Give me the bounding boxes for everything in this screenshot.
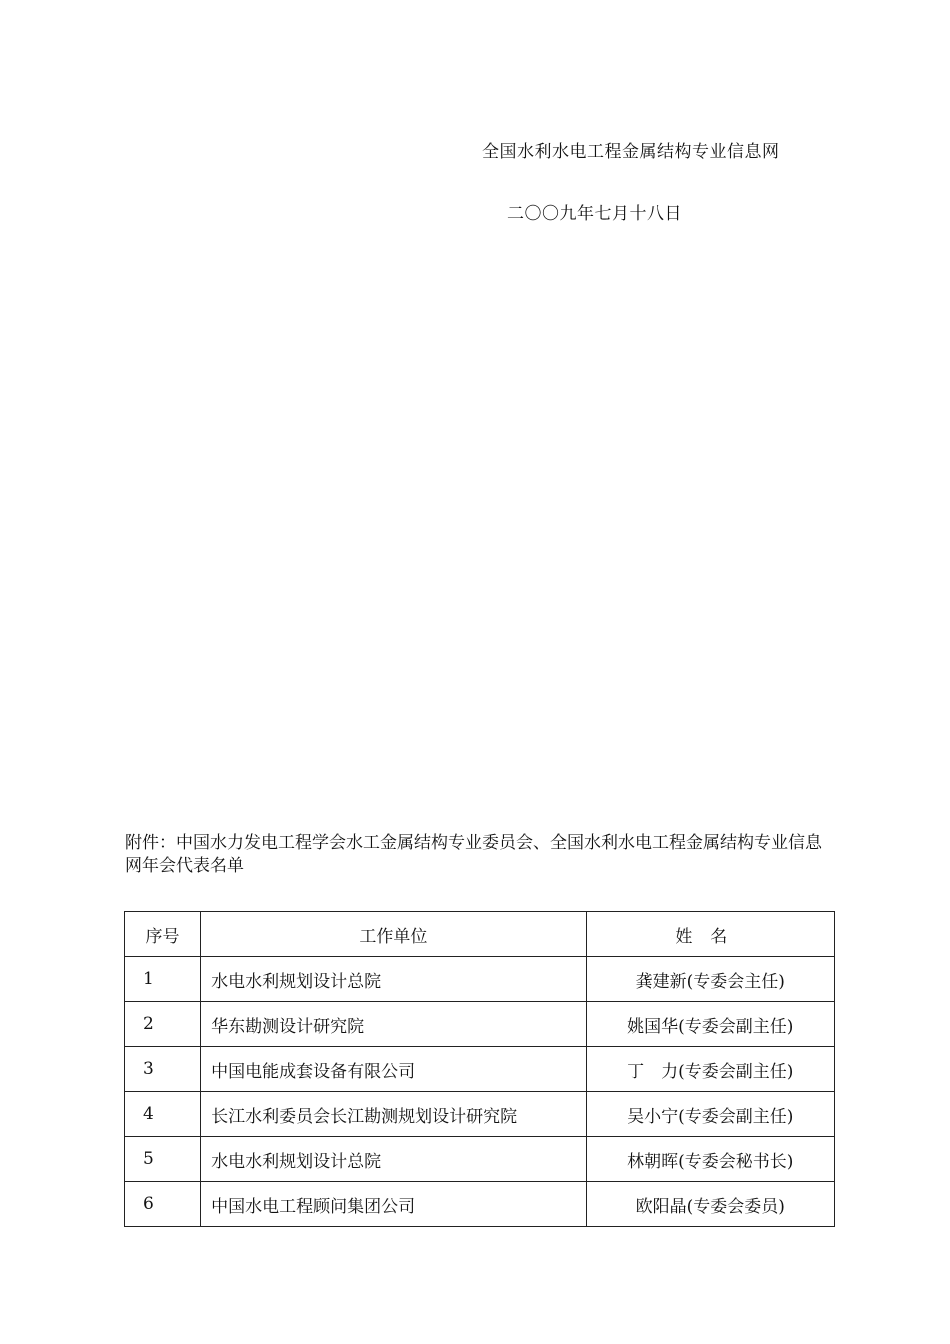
- row-serial-number: 4: [125, 1092, 201, 1137]
- row-work-unit: 水电水利规划设计总院: [201, 957, 587, 1002]
- signature-organization: 全国水利水电工程金属结构专业信息网: [482, 142, 780, 162]
- row-serial-number: 5: [125, 1137, 201, 1182]
- table-header-row: [125, 912, 835, 957]
- attachment-title: 附件：中国水力发电工程学会水工金属结构专业委员会、全国水利水电工程金属结构专业信息网年会代表名单: [125, 833, 822, 876]
- row-name: 林朝晖(专委会秘书长): [586, 1137, 834, 1182]
- row-work-unit: 华东勘测设计研究院: [201, 1002, 587, 1047]
- table-row: [125, 1137, 835, 1182]
- signature-date: 二〇〇九年七月十八日: [507, 204, 682, 224]
- row-name: 姚国华(专委会副主任): [586, 1002, 834, 1047]
- row-work-unit: 水电水利规划设计总院: [201, 1137, 587, 1182]
- table-row: [125, 1182, 835, 1227]
- row-serial-number: 2: [125, 1002, 201, 1047]
- header-serial-number: 序号: [125, 912, 201, 957]
- row-serial-number: 1: [125, 957, 201, 1002]
- row-serial-number: 3: [125, 1047, 201, 1092]
- table-row: [125, 1092, 835, 1137]
- row-name: 龚建新(专委会主任): [586, 957, 834, 1002]
- row-name: 欧阳晶(专委会委员): [586, 1182, 834, 1227]
- row-work-unit: 中国水电工程顾问集团公司: [201, 1182, 587, 1227]
- row-name: 丁 力(专委会副主任): [586, 1047, 834, 1092]
- table-row: [125, 957, 835, 1002]
- row-serial-number: 6: [125, 1182, 201, 1227]
- row-work-unit: 长江水利委员会长江勘测规划设计研究院: [201, 1092, 587, 1137]
- header-work-unit: 工作单位: [201, 912, 587, 957]
- row-work-unit: 中国电能成套设备有限公司: [201, 1047, 587, 1092]
- table-row: [125, 1047, 835, 1092]
- row-name: 吴小宁(专委会副主任): [586, 1092, 834, 1137]
- representatives-table: [124, 911, 835, 1227]
- table-row: [125, 1002, 835, 1047]
- header-name: 姓名: [586, 912, 834, 957]
